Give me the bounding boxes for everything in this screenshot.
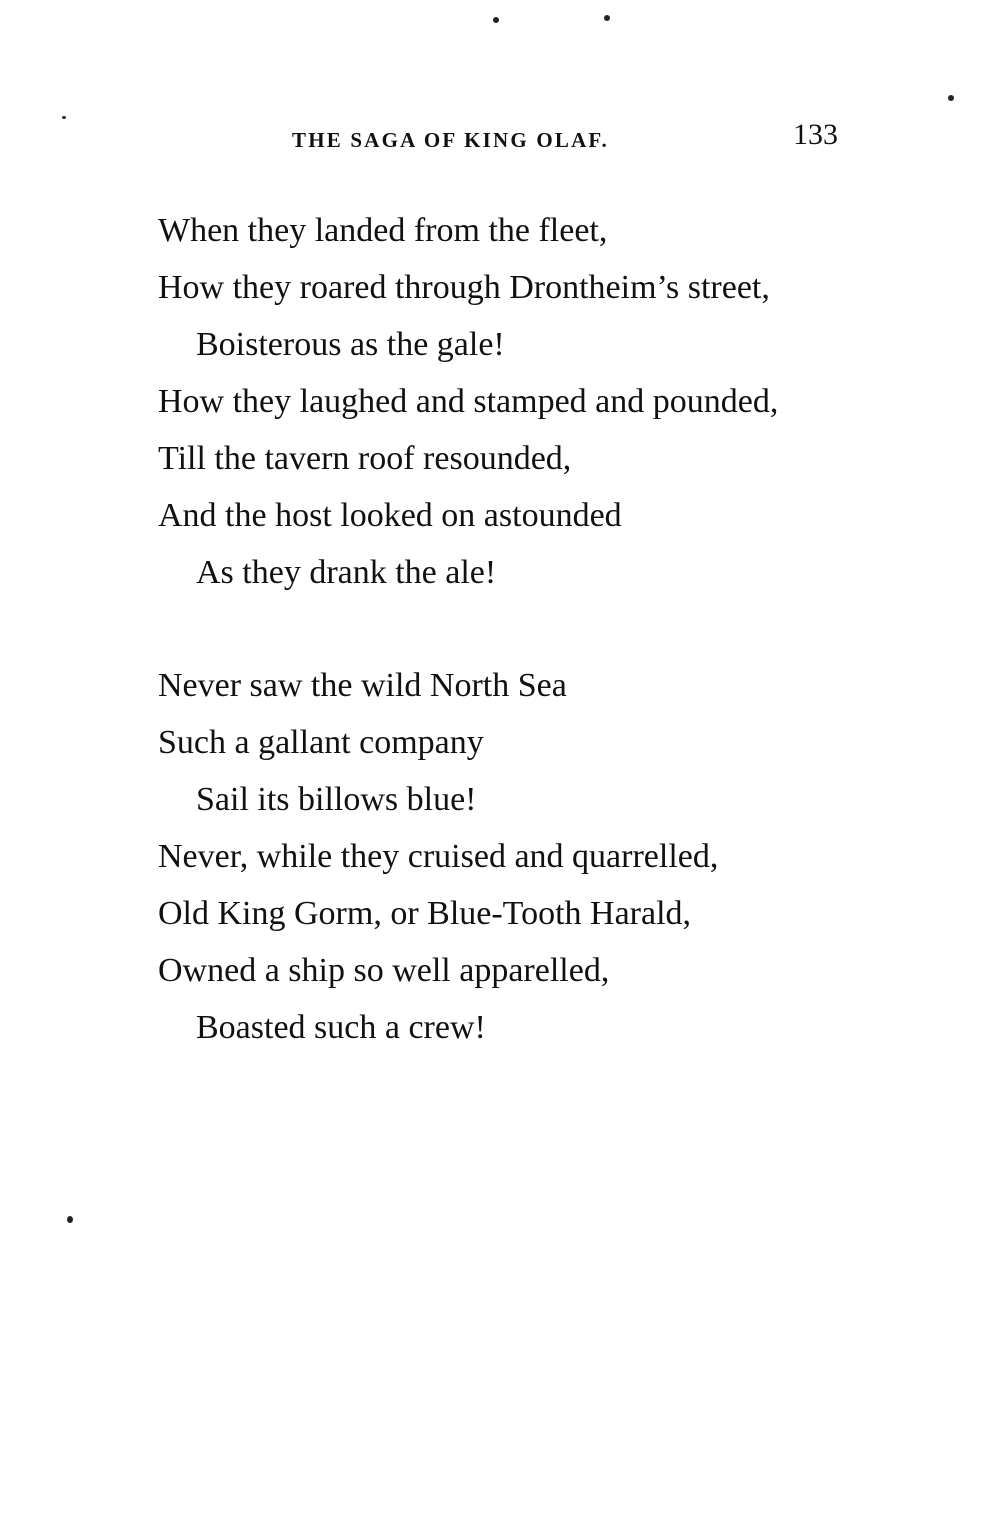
verse-line: Boisterous as the gale! <box>196 326 505 363</box>
verse-line: How they roared through Drontheim’s street, <box>158 269 770 306</box>
verse-line: And the host looked on astounded <box>158 497 622 534</box>
page-number: 133 <box>793 118 838 151</box>
verse-line: Owned a ship so well apparelled, <box>158 952 610 989</box>
scan-speck <box>604 15 610 21</box>
verse-line: Sail its billows blue! <box>196 781 477 818</box>
verse-line: Boasted such a crew! <box>196 1009 486 1046</box>
scan-speck <box>67 1216 73 1223</box>
verse-line: When they landed from the fleet, <box>158 212 608 249</box>
running-title: THE SAGA OF KING OLAF. <box>292 128 609 152</box>
verse-line: Such a gallant company <box>158 724 484 761</box>
scan-speck <box>493 17 499 23</box>
scan-speck <box>948 95 954 101</box>
verse-line: Till the tavern roof resounded, <box>158 440 572 477</box>
verse-line: As they drank the ale! <box>196 554 497 591</box>
running-head <box>160 118 840 158</box>
verse-line: Old King Gorm, or Blue-Tooth Harald, <box>158 895 692 932</box>
stanza <box>158 202 858 601</box>
poem-body <box>158 202 858 1112</box>
scan-speck <box>62 116 66 119</box>
verse-line: How they laughed and stamped and pounded, <box>158 383 779 420</box>
verse-line: Never saw the wild North Sea <box>158 667 567 704</box>
stanza <box>158 657 858 1056</box>
verse-line: Never, while they cruised and quarrelled, <box>158 838 719 875</box>
